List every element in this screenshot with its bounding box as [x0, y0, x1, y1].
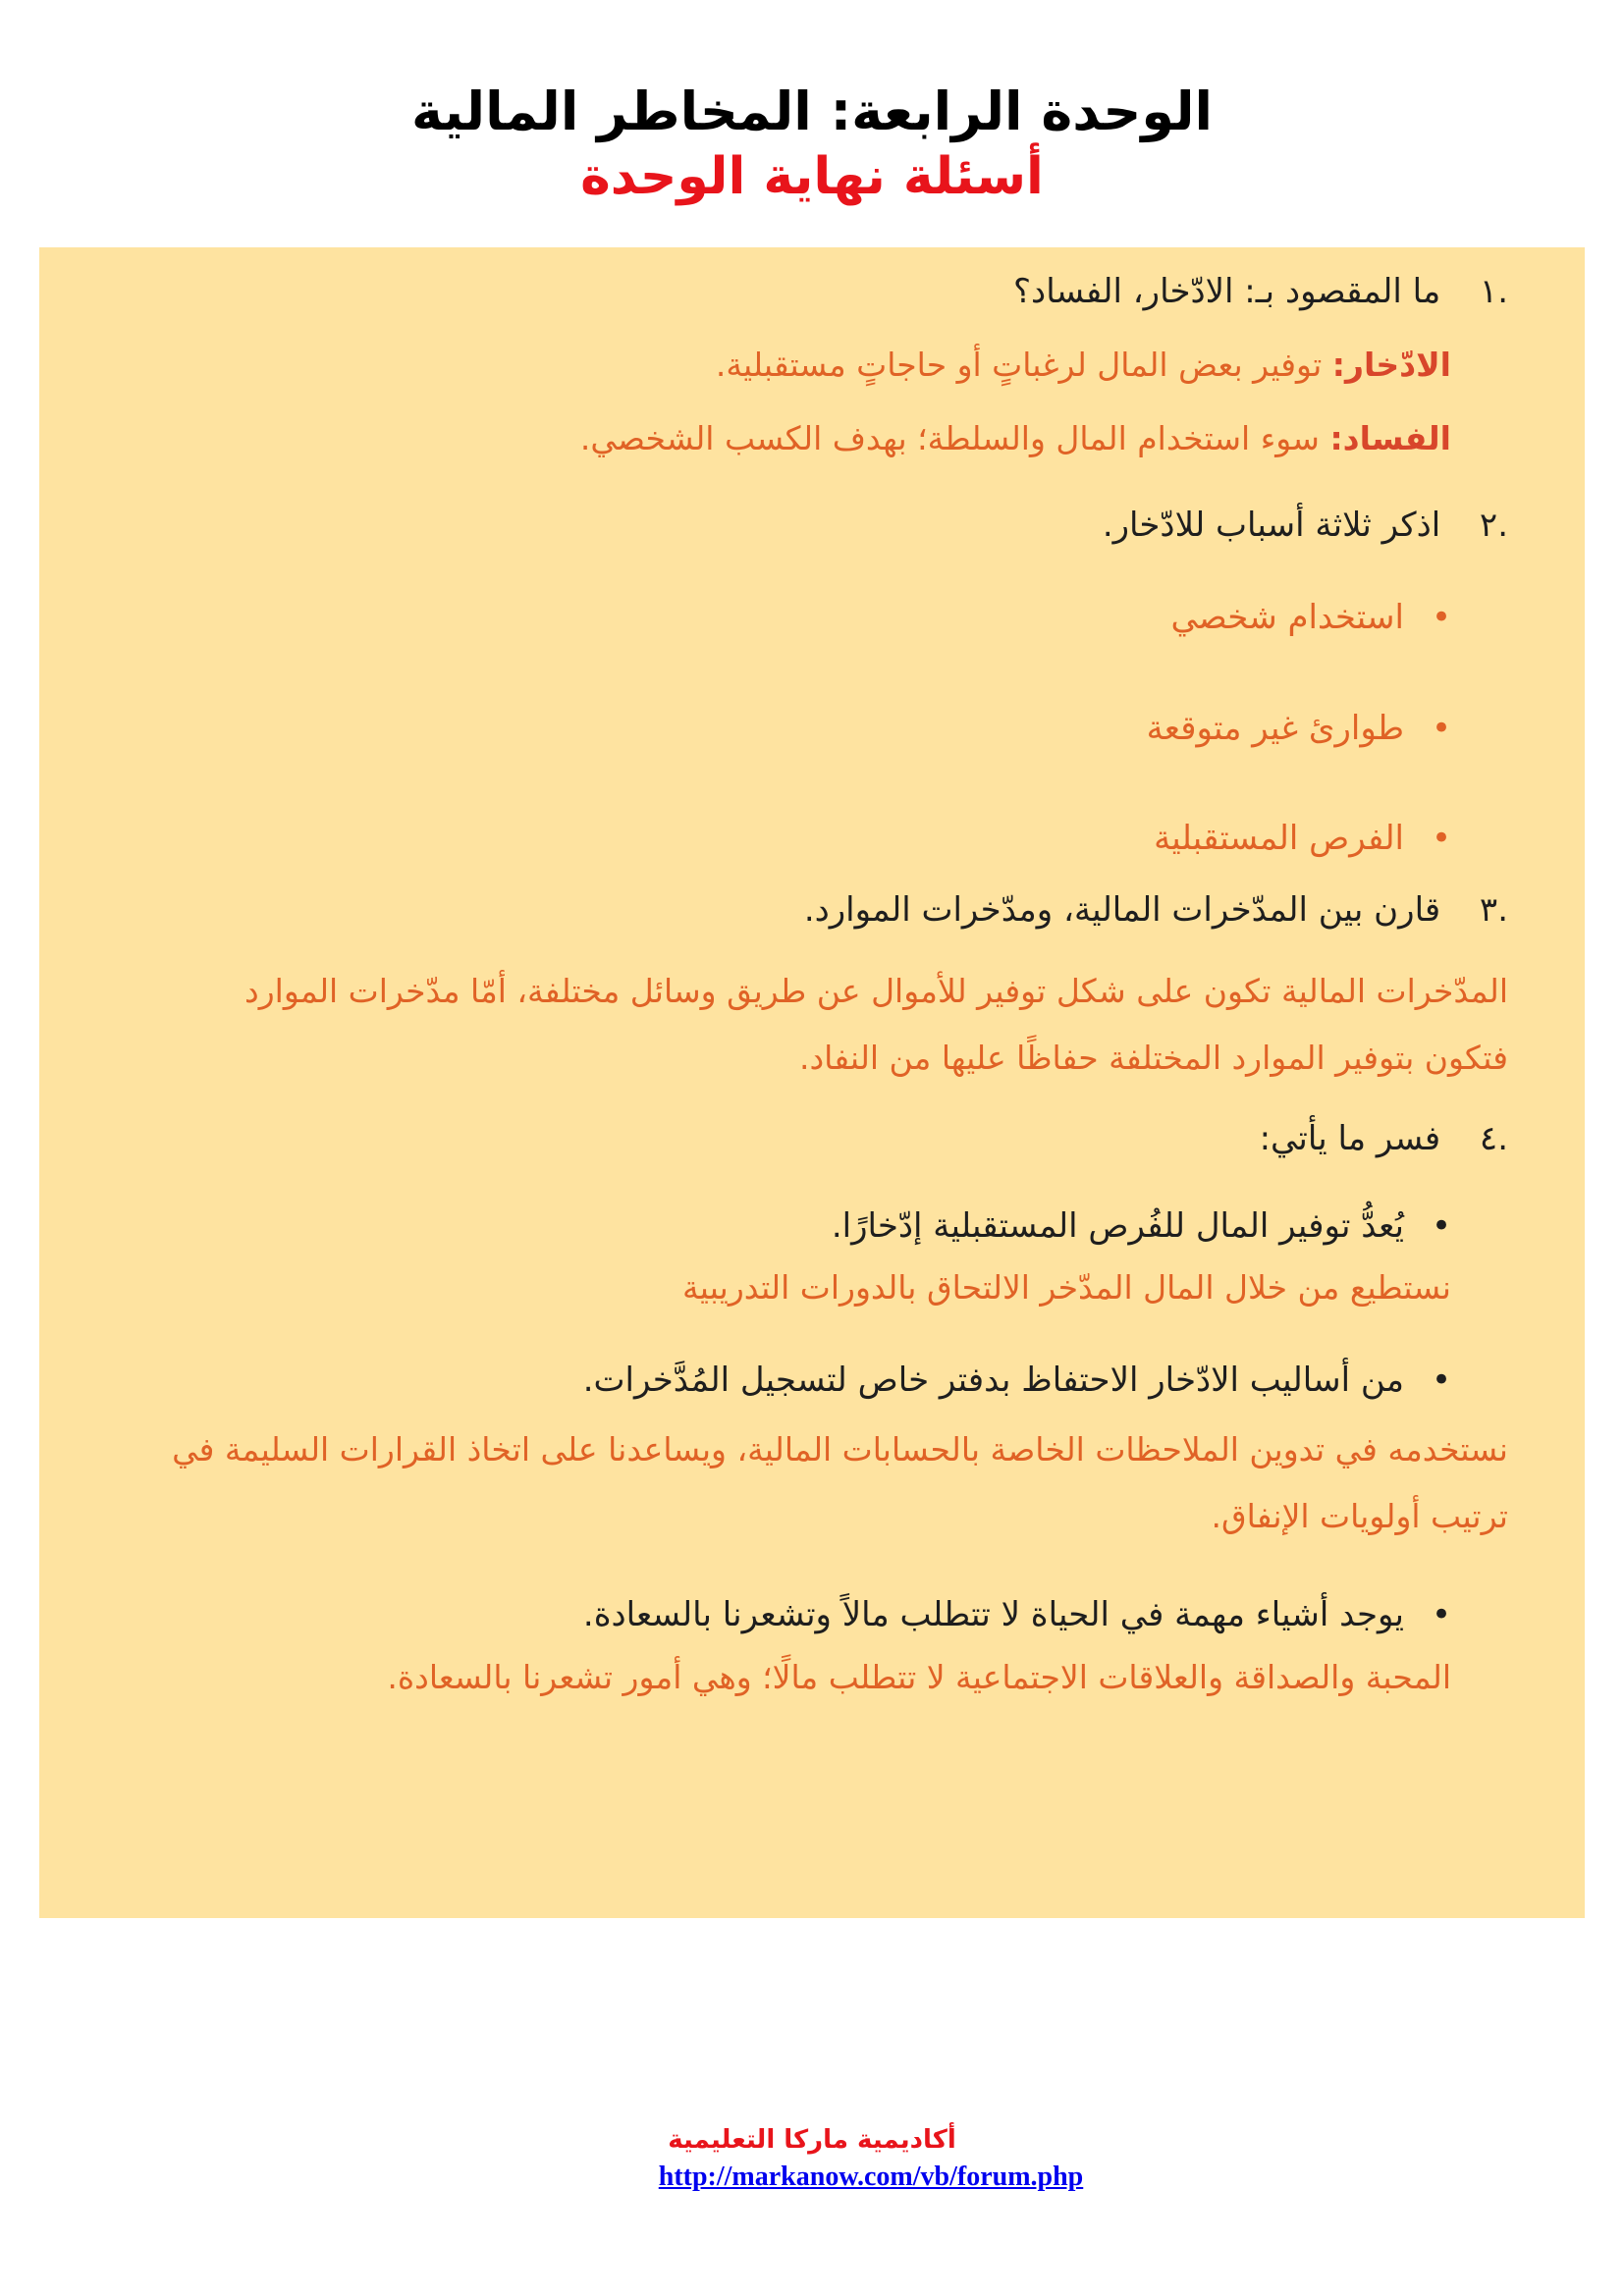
answer-text: سوء استخدام المال والسلطة؛ بهدف الكسب الشخصي.	[579, 419, 1320, 458]
answer-compare: المدّخرات المالية تكون على شكل توفير للأموال عن طريق وسائل مختلفة، أمّا مدّخرات الموارد فتكون بتوفير الموارد المختلفة حفاظًا عليها من النفاد.	[244, 971, 1508, 1077]
list-item: •الفرص المستقبلية	[98, 812, 1451, 865]
question-number: .٣	[1479, 889, 1508, 930]
statement: •يوجد أشياء مهمة في الحياة لا تتطلب مالاً وتشعرنا بالسعادة.	[98, 1588, 1451, 1641]
answer-term: الادّخار:	[1331, 346, 1451, 385]
question-number: .١	[1479, 272, 1508, 311]
explanation: نستخدمه في تدوين الملاحظات الخاصة بالحسابات المالية، ويساعدنا على اتخاذ القرارات السليمة في ترتيب أولويات الإنفاق.	[172, 1430, 1508, 1535]
academy-name: أكاديمية ماركا التعليمية	[668, 2125, 956, 2155]
question-number: .٢	[1479, 505, 1508, 545]
bullet-icon: •	[1431, 1595, 1451, 1635]
answer-term: الفساد:	[1329, 419, 1451, 458]
bullet-icon: •	[1431, 708, 1451, 748]
list-item: •استخدام شخصي	[98, 591, 1451, 644]
explanation: المحبة والصداقة والعلاقات الاجتماعية لا تتطلب مالًا؛ وهي أمور تشعرنا بالسعادة.	[387, 1657, 1451, 1696]
questions-panel	[39, 247, 1585, 1918]
explain-item	[98, 1588, 1508, 1703]
statement: •يُعدُّ توفير المال للفُرص المستقبلية إدّخارًا.	[98, 1200, 1451, 1253]
statement: •من أساليب الادّخار الاحتفاظ بدفتر خاص لتسجيل المُدَّخرات.	[98, 1354, 1451, 1407]
question-2	[98, 499, 1508, 552]
footer	[0, 2122, 1624, 2197]
forum-link[interactable]: http://markanow.com/vb/forum.php	[658, 2162, 1084, 2193]
page-header	[0, 79, 1624, 209]
bullet-icon: •	[1431, 819, 1451, 859]
question-text: فسر ما يأتي:	[1259, 1119, 1441, 1159]
bullet-icon: •	[1431, 1205, 1451, 1246]
question-text: قارن بين المدّخرات المالية، ومدّخرات الموارد.	[803, 889, 1441, 930]
question-text: ما المقصود بـ: الادّخار، الفساد؟	[1013, 272, 1441, 311]
question-text: اذكر ثلاثة أسباب للادّخار.	[1102, 505, 1441, 545]
question-number: .٤	[1479, 1119, 1508, 1159]
unit-title: الوحدة الرابعة: المخاطر المالية	[411, 80, 1213, 142]
unit-subtitle: أسئلة نهاية الوحدة	[580, 146, 1044, 206]
question-1	[98, 265, 1508, 318]
question-4	[98, 1112, 1508, 1165]
bullet-icon: •	[1431, 598, 1451, 638]
explain-item	[98, 1354, 1508, 1550]
answer-savings	[98, 340, 1451, 392]
answer-text: توفير بعض المال لرغباتٍ أو حاجاتٍ مستقبلية.	[715, 346, 1323, 385]
explanation: نستطيع من خلال المال المدّخر الالتحاق بالدورات التدريبية	[682, 1268, 1451, 1307]
question-3	[98, 883, 1508, 936]
answer-corruption	[98, 413, 1451, 465]
reasons-list	[98, 591, 1508, 865]
explain-item	[98, 1200, 1508, 1314]
bullet-icon: •	[1431, 1360, 1451, 1400]
list-item: •طوارئ غير متوقعة	[98, 702, 1451, 755]
